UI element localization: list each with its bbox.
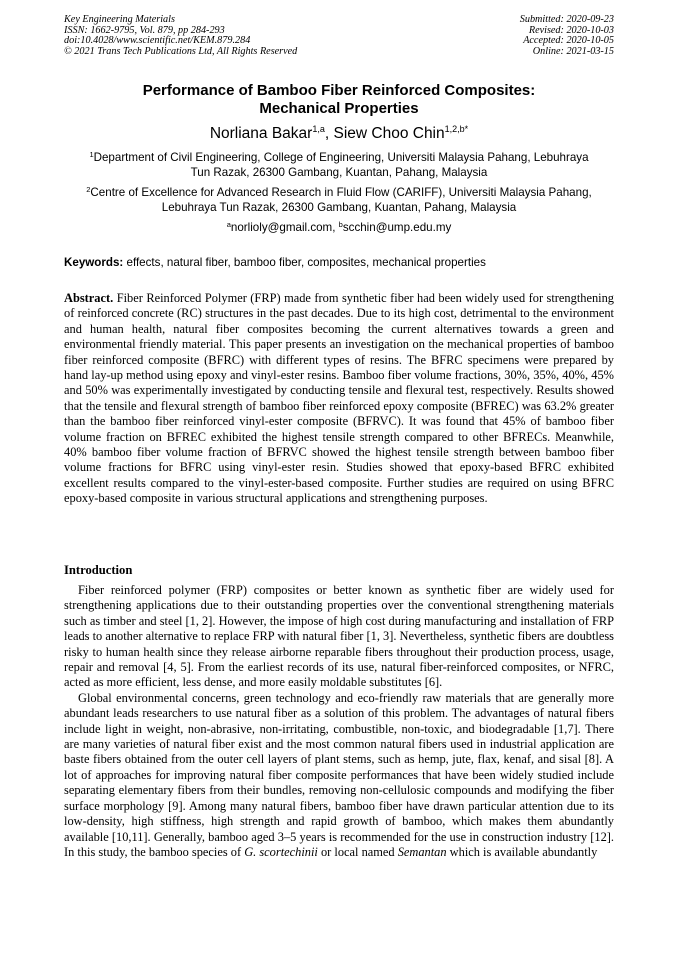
author-2-name: Siew Choo Chin (333, 125, 445, 142)
affiliation-1 (64, 150, 614, 180)
paper-title-line1: Performance of Bamboo Fiber Reinforced Composites: (142, 82, 536, 99)
abstract-label: Abstract. (64, 291, 114, 305)
keywords (64, 255, 614, 270)
introduction-paragraph-2-mid: or local named (317, 844, 398, 859)
journal-name: Key Engineering Materials (64, 14, 175, 25)
introduction-body (64, 583, 614, 860)
abstract-text: Fiber Reinforced Polymer (FRP) made from synthetic fiber had been widely used for strengthening of reinforced concrete (RC) structures in the past decades. Due to its high cost, detrimental to the environment and human health, natural fiber composites becoming the current alternatives towards a green and environmental friendly material. This paper presents an investigation on the mechanical properties of bamboo fiber reinforced composite (BFRC) with different types of resins. The BFRC specimens were prepared by hand lay-up method using epoxy and vinyl-ester resins. Bamboo fiber volume fractions, 30%, 35%, 40%, 45% and 50% was experimentally investigated by conducting tensile and flexural test, respectively. Results showed that the tensile and flexural strength of bamboo fiber reinforced epoxy composite (BFREC) was 63.2% greater than the bamboo fiber reinforced vinyl-ester composite (BFRVC). It was found that 45% of bamboo fiber volume fraction on BFREC exhibited the highest tensile strength compared to other BFRECs. Meanwhile, 40% bamboo fiber volume fraction of BFRVC showed the highest tensile strength between bamboo fiber volume fractions for BFRC using vinyl-ester resin. Studies showed that epoxy-based BFRC exhibited excellent results compared to the vinyl-ester-based composite. Further studies are required on using BFRC epoxy-based composite in various structural applications and strengthening purposes. (64, 291, 614, 506)
date-online: Online: 2021-03-15 (532, 45, 614, 57)
introduction-paragraph-2 (64, 691, 614, 860)
affiliation-1-line1: Department of Civil Engineering, College of Engineering, Universiti Malaysia Pahang, Lebuhraya (93, 151, 589, 164)
affiliation-2-mark: 2 (86, 185, 91, 194)
author-1-name: Norliana Bakar (209, 125, 313, 142)
author-2-affiliation-mark: 1,2,b* (444, 124, 469, 134)
species-name: G. scortechinii (244, 844, 318, 859)
date-accepted: Accepted: 2020-10-05 (523, 35, 614, 47)
affiliation-1-mark: 1 (89, 150, 94, 159)
journal-info (64, 15, 297, 57)
author-emails (64, 220, 614, 235)
author-1-affiliation-mark: 1,a (312, 124, 325, 134)
affiliation-1-line2: Tun Razak, 26300 Gambang, Kuantan, Pahang, Malaysia (190, 166, 488, 179)
introduction-paragraph-2-text: Global environmental concerns, green technology and eco-friendly raw materials that are generally more abundant leads researchers to use natural fiber as a solution of this problem. The advantages of natural fibers include light in weight, non-abrasive, non-irritating, combustible, non-toxic, and biodegradable [1,7]. There are many varieties of natural fiber exist and the most common natural fibers used in industrial application are baste fibers obtained from the outer cell layers of plant stems, such as hemp, jute, flax, kenaf, and sisal [8]. A lot of approaches for improving natural fiber composite performances that have been widely studied include separating elementary fibers from their bundles, removing non-cellulosic compounds and modifying the fiber surface morphology [9]. Among many natural fibers, bamboo fiber have drawn particular attention due to its low-density, high stiffness, high strength and rapid growth of bamboo, which makes them abundantly available [10,11]. Generally, bamboo aged 3–5 years is recommended for the use in construction industry [12]. In this study, the bamboo species of (64, 690, 614, 859)
date-revised: Revised: 2020-10-03 (528, 24, 614, 36)
introduction-paragraph-1: Fiber reinforced polymer (FRP) composites or better known as synthetic fiber are widely used for strengthening applications due to their outstanding properties over the conventional strengthening materials such as timber and steel [1, 2]. However, the impose of high cost during manufacturing and installation of FRP leads to another alternative to replace FRP with natural fiber [1, 3]. Nevertheless, synthetic fibers are doubtless risky to human health since they release airborne reparable fibers throughout their production process, usage, repair and removal [4, 5]. From the earliest records of its use, natural fiber-reinforced composites, or NFRC, acted as more efficient, less dense, and more easily moldable substitutes [6]. (64, 583, 614, 690)
introduction-paragraph-2-end: which is available abundantly (446, 844, 598, 859)
email-separator: , (332, 221, 339, 234)
email-a: norlioly@gmail.com (230, 221, 333, 234)
journal-doi: doi:10.4028/www.scientific.net/KEM.879.284 (64, 35, 251, 47)
affiliation-2-line1: Centre of Excellence for Advanced Research in Fluid Flow (CARIFF), Universiti Malaysia Pahang, (90, 186, 592, 199)
affiliation-2-line2: Lebuhraya Tun Razak, 26300 Gambang, Kuantan, Pahang, Malaysia (161, 201, 517, 214)
email-b: scchin@ump.edu.my (342, 221, 452, 234)
author-separator: , (324, 125, 334, 142)
paper-title-line2: Mechanical Properties (259, 100, 419, 117)
local-name: Semantan (397, 844, 447, 859)
submission-dates (520, 15, 614, 57)
paper-title (64, 82, 614, 118)
author-list (64, 125, 614, 143)
email-a-mark: a (226, 220, 231, 229)
journal-copyright: © 2021 Trans Tech Publications Ltd, All Rights Reserved (64, 45, 298, 57)
email-b-mark: b (338, 220, 343, 229)
section-heading-introduction: Introduction (64, 563, 133, 577)
abstract (64, 291, 614, 507)
date-submitted: Submitted: 2020-09-23 (519, 14, 614, 25)
keywords-text: effects, natural fiber, bamboo fiber, composites, mechanical properties (123, 256, 486, 269)
affiliation-2 (64, 185, 614, 215)
journal-issn: ISSN: 1662-9795, Vol. 879, pp 284-293 (64, 24, 225, 36)
keywords-label: Keywords: (64, 256, 124, 269)
